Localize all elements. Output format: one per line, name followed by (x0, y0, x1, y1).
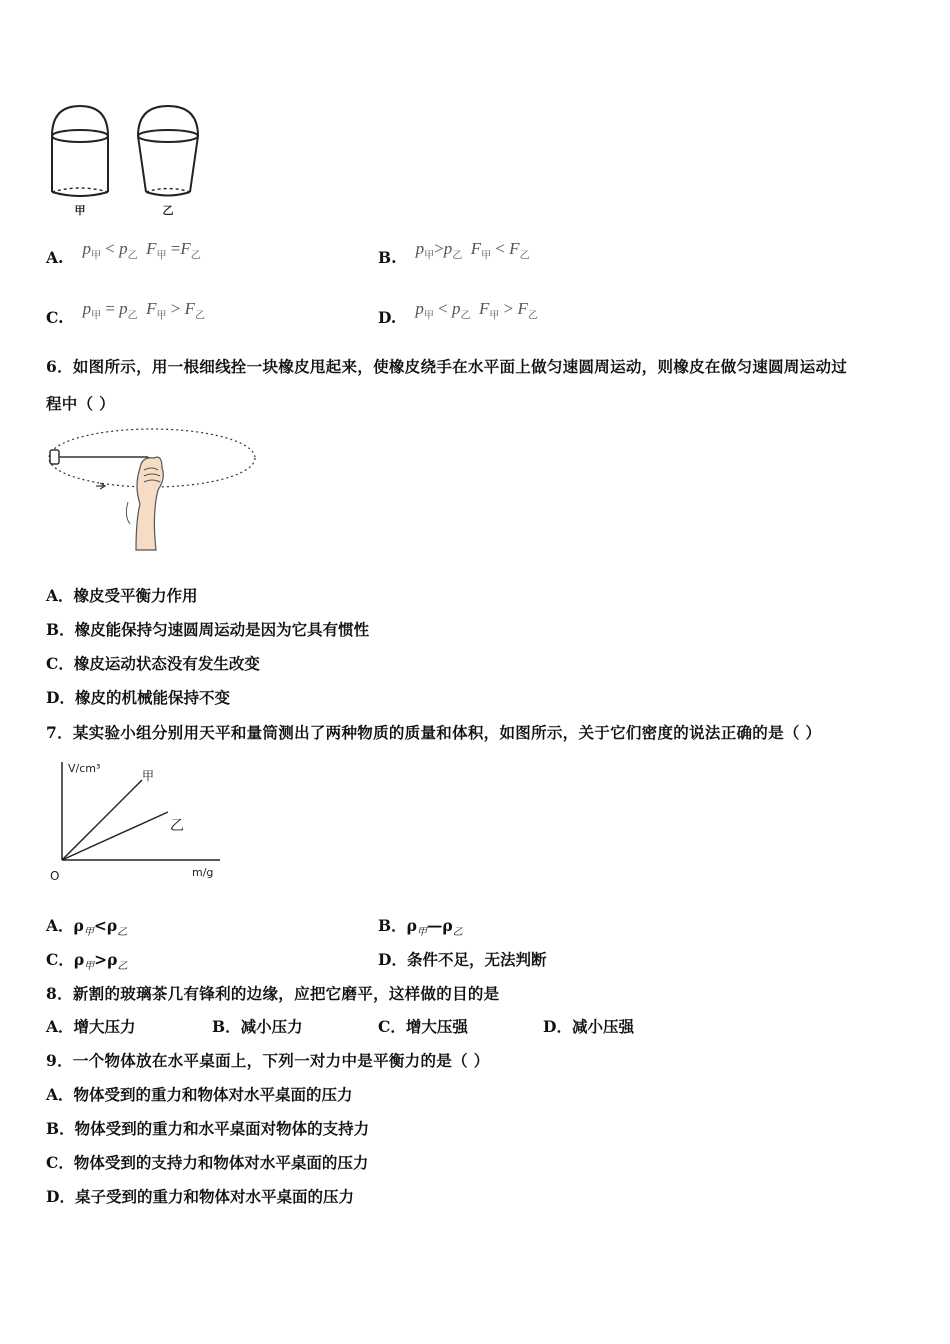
q5-option-b-formula: $p_甲>p_乙$ $F_甲 < F_乙$ (415, 239, 530, 262)
q7-stem: 7．某实验小组分别用天平和量筒测出了两种物质的质量和体积，如图所示，关于它们密度的说法正确的是（ ） (46, 723, 822, 742)
line-jia (62, 780, 142, 860)
line-jia-label: 甲 (142, 769, 155, 783)
q5-option-b[interactable] (378, 239, 530, 270)
q6-option-d[interactable]: D．橡皮的机械能保持不变 (46, 688, 230, 707)
q8-option-a[interactable]: A．增大压力 (46, 1017, 136, 1036)
bucket-b-label: 乙 (162, 204, 174, 216)
q6-option-a[interactable]: A．橡皮受平衡力作用 (46, 586, 198, 605)
q7-option-b[interactable]: B．$\rho_甲—\rho_乙$ (378, 916, 463, 939)
origin-label: O (50, 869, 60, 883)
x-axis-label: m/g (192, 866, 214, 879)
q5-option-d-formula: $p_甲 < p_乙$ $F_甲 > F_乙$ (415, 299, 538, 322)
q5-option-a[interactable] (46, 239, 201, 270)
option-letter: C. (46, 308, 64, 327)
q8-stem: 8．新割的玻璃茶几有锋利的边缘，应把它磨平，这样做的目的是 (46, 984, 500, 1003)
line-yi-label: 乙 (170, 818, 184, 834)
y-axis-label: V/cm³ (68, 762, 101, 775)
q5-option-d[interactable] (378, 299, 538, 330)
q8-option-d[interactable]: D．减小压强 (543, 1017, 634, 1036)
q7-option-c[interactable]: C．$\rho_甲>\rho_乙$ (46, 950, 128, 973)
bucket-b (138, 106, 198, 196)
hand (126, 457, 163, 550)
q9-option-a[interactable]: A．物体受到的重力和物体对水平桌面的压力 (46, 1085, 353, 1104)
q5-option-c-formula: $p_甲 = p_乙$ $F_甲 > F_乙$ (82, 299, 206, 322)
option-letter: B. (378, 248, 397, 267)
q9-option-c[interactable]: C．物体受到的支持力和物体对水平桌面的压力 (46, 1153, 369, 1172)
q6-option-c[interactable]: C．橡皮运动状态没有发生改变 (46, 654, 260, 673)
q7-density-graph (44, 756, 224, 886)
q6-stem-line1: 6．如图所示，用一根细线拴一块橡皮甩起来，使橡皮绕手在水平面上做匀速圆周运动，则橡皮在做匀速圆周运动过 (46, 357, 848, 376)
option-letter: D. (378, 308, 397, 327)
q7-option-d[interactable]: D．条件不足，无法判断 (378, 950, 547, 969)
q5-buckets-figure (44, 104, 214, 216)
line-yi (62, 812, 168, 860)
q9-stem: 9．一个物体放在水平桌面上，下列一对力中是平衡力的是（ ） (46, 1051, 490, 1070)
q5-option-c[interactable] (46, 299, 206, 330)
q6-option-b[interactable]: B．橡皮能保持匀速圆周运动是因为它具有惯性 (46, 620, 370, 639)
bucket-a-label: 甲 (74, 204, 86, 216)
bucket-a (52, 106, 108, 196)
option-letter: A. (46, 248, 64, 267)
q6-eraser-figure (44, 424, 260, 554)
q8-option-b[interactable]: B．减小压力 (212, 1017, 303, 1036)
q8-option-c[interactable]: C．增大压强 (378, 1017, 468, 1036)
q9-option-d[interactable]: D．桌子受到的重力和物体对水平桌面的压力 (46, 1187, 354, 1206)
q9-option-b[interactable]: B．物体受到的重力和水平桌面对物体的支持力 (46, 1119, 370, 1138)
q5-option-a-formula: $p_甲 < p_乙$ $F_甲 =F_乙$ (82, 239, 201, 262)
q7-option-a[interactable]: A．$\rho_甲<\rho_乙$ (46, 916, 128, 939)
eraser (50, 450, 59, 464)
q6-stem-line2: 程中（ ） (46, 394, 115, 413)
